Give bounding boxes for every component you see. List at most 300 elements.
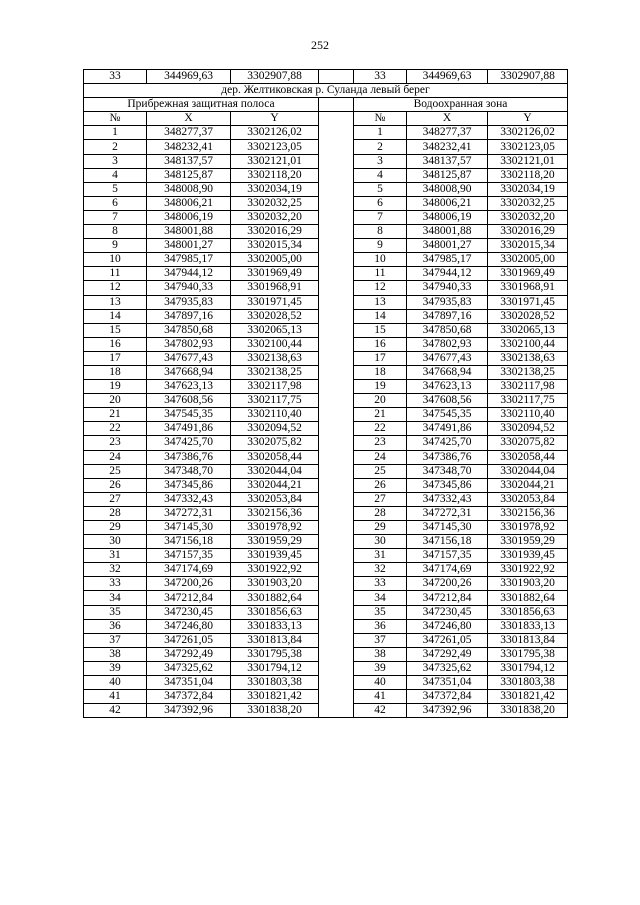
cell-n: 39 — [354, 661, 407, 675]
cell-y: 3302094,52 — [231, 422, 319, 436]
gap-cell — [319, 112, 354, 126]
cell-x: 347145,30 — [147, 521, 231, 535]
cell-n: 30 — [354, 535, 407, 549]
cell-n: 22 — [84, 422, 147, 436]
gap-cell — [319, 605, 354, 619]
cell-y: 3301838,20 — [231, 704, 319, 718]
cell-y: 3302126,02 — [488, 126, 568, 140]
cell-x: 347372,84 — [407, 690, 488, 704]
cell-y: 3302138,63 — [488, 351, 568, 365]
cell-x: 347802,93 — [407, 337, 488, 351]
cell-y: 3302138,25 — [488, 365, 568, 379]
gap-cell — [319, 126, 354, 140]
cell-n: 12 — [354, 281, 407, 295]
cell-n: 39 — [84, 661, 147, 675]
cell-x: 347491,86 — [407, 422, 488, 436]
table-row — [84, 464, 568, 478]
cell-n: 37 — [84, 633, 147, 647]
cell-x: 347212,84 — [147, 591, 231, 605]
cell-y: 3302016,29 — [231, 225, 319, 239]
cell-x: 347985,17 — [407, 253, 488, 267]
cell-y: 3302058,44 — [488, 450, 568, 464]
cell-y: 3301959,29 — [488, 535, 568, 549]
table-row — [84, 182, 568, 196]
cell-y: 3302044,21 — [231, 478, 319, 492]
cell-n: 31 — [354, 549, 407, 563]
cell-x: 347491,86 — [147, 422, 231, 436]
cell-x: 347246,80 — [407, 619, 488, 633]
cell-n: 8 — [84, 225, 147, 239]
cell-x: 347157,35 — [147, 549, 231, 563]
header-x: X — [407, 112, 488, 126]
cell-x: 348232,41 — [407, 140, 488, 154]
cell-y: 3302110,40 — [231, 408, 319, 422]
cell-n: 2 — [84, 140, 147, 154]
table-row — [84, 394, 568, 408]
cell-y: 3302075,82 — [488, 436, 568, 450]
cell-x: 347325,62 — [147, 661, 231, 675]
table-row — [84, 196, 568, 210]
cell-y: 3302156,36 — [488, 506, 568, 520]
table-row — [84, 295, 568, 309]
cell-x: 348008,90 — [407, 182, 488, 196]
cell-n: 17 — [84, 351, 147, 365]
cell-x: 347272,31 — [147, 506, 231, 520]
cell-x: 347623,13 — [147, 380, 231, 394]
cell-x: 347332,43 — [147, 492, 231, 506]
cell-y: 3302032,25 — [231, 196, 319, 210]
cell-n: 35 — [354, 605, 407, 619]
cell-y: 3301803,38 — [231, 676, 319, 690]
gap-cell — [319, 690, 354, 704]
cell-x: 347940,33 — [147, 281, 231, 295]
cell-n: 33 — [84, 577, 147, 591]
cell-x: 348006,21 — [147, 196, 231, 210]
cell-n: 1 — [84, 126, 147, 140]
cell-x: 347348,70 — [407, 464, 488, 478]
cell-x: 347332,43 — [407, 492, 488, 506]
table-row — [84, 436, 568, 450]
cell-y: 3302075,82 — [231, 436, 319, 450]
cell-n: 6 — [84, 196, 147, 210]
cell-x: 347272,31 — [407, 506, 488, 520]
cell-y: 3302044,04 — [231, 464, 319, 478]
cell-x: 347425,70 — [147, 436, 231, 450]
gap-cell — [319, 168, 354, 182]
gap-cell — [319, 661, 354, 675]
cell-y: 3302016,29 — [488, 225, 568, 239]
cell-y: 3302117,98 — [231, 380, 319, 394]
cell-n: 25 — [354, 464, 407, 478]
cell-y: 3302032,20 — [488, 210, 568, 224]
cell-x: 347935,83 — [147, 295, 231, 309]
cell-x: 347230,45 — [407, 605, 488, 619]
gap-cell — [319, 647, 354, 661]
gap-cell — [319, 676, 354, 690]
cell-x: 347292,49 — [407, 647, 488, 661]
cell-y: 3302094,52 — [488, 422, 568, 436]
gap-cell — [319, 535, 354, 549]
cell-y: 3302053,84 — [488, 492, 568, 506]
header-n: № — [84, 112, 147, 126]
header-row — [84, 112, 568, 126]
gap-cell — [319, 380, 354, 394]
cell-y: 3302044,04 — [488, 464, 568, 478]
cell-y: 3302034,19 — [488, 182, 568, 196]
gap-cell — [319, 422, 354, 436]
cell-y: 3302110,40 — [488, 408, 568, 422]
cell-x: 347345,86 — [147, 478, 231, 492]
table-row — [84, 281, 568, 295]
table-row — [84, 337, 568, 351]
cell-y: 3301922,92 — [231, 563, 319, 577]
gap-cell — [319, 492, 354, 506]
cell-x: 347174,69 — [147, 563, 231, 577]
cell-n: 9 — [354, 239, 407, 253]
cell-n: 33 — [354, 70, 407, 84]
cell-n: 6 — [354, 196, 407, 210]
gap-cell — [319, 365, 354, 379]
cell-y: 3302117,75 — [231, 394, 319, 408]
cell-x: 347348,70 — [147, 464, 231, 478]
table-row — [84, 619, 568, 633]
cell-x: 348006,19 — [407, 210, 488, 224]
cell-y: 3302100,44 — [231, 337, 319, 351]
table-row — [84, 253, 568, 267]
cell-x: 348277,37 — [407, 126, 488, 140]
cell-n: 26 — [84, 478, 147, 492]
cell-x: 344969,63 — [407, 70, 488, 84]
coordinates-sheet — [83, 69, 588, 718]
cell-n: 36 — [84, 619, 147, 633]
cell-y: 3301971,45 — [231, 295, 319, 309]
table-row — [84, 126, 568, 140]
table-row — [84, 704, 568, 718]
cell-x: 347156,18 — [407, 535, 488, 549]
cell-y: 3302118,20 — [231, 168, 319, 182]
gap-cell — [319, 267, 354, 281]
header-y: Y — [488, 112, 568, 126]
cell-y: 3302121,01 — [231, 154, 319, 168]
cell-x: 347392,96 — [407, 704, 488, 718]
cell-y: 3302015,34 — [231, 239, 319, 253]
cell-x: 348001,88 — [407, 225, 488, 239]
cell-n: 15 — [84, 323, 147, 337]
cell-n: 27 — [84, 492, 147, 506]
cell-n: 13 — [354, 295, 407, 309]
cell-y: 3301794,12 — [488, 661, 568, 675]
cell-y: 3301821,42 — [488, 690, 568, 704]
cell-x: 347677,43 — [147, 351, 231, 365]
cell-y: 3302118,20 — [488, 168, 568, 182]
gap-cell — [319, 210, 354, 224]
table-row — [84, 422, 568, 436]
table-row — [84, 239, 568, 253]
gap-cell — [319, 394, 354, 408]
table-row — [84, 591, 568, 605]
cell-x: 347802,93 — [147, 337, 231, 351]
cell-x: 348001,27 — [147, 239, 231, 253]
gap-cell — [319, 549, 354, 563]
cell-n: 17 — [354, 351, 407, 365]
section-title: дер. Желтиковская р. Суланда левый берег — [84, 84, 568, 98]
cell-x: 347668,94 — [407, 365, 488, 379]
cell-n: 24 — [84, 450, 147, 464]
cell-x: 347623,13 — [407, 380, 488, 394]
table-row — [84, 549, 568, 563]
cell-x: 348125,87 — [147, 168, 231, 182]
cell-x: 347325,62 — [407, 661, 488, 675]
cell-x: 347200,26 — [407, 577, 488, 591]
cell-x: 347212,84 — [407, 591, 488, 605]
cell-y: 3302100,44 — [488, 337, 568, 351]
section-title-row — [84, 84, 568, 98]
cell-n: 3 — [84, 154, 147, 168]
cell-n: 40 — [354, 676, 407, 690]
cell-y: 3301795,38 — [488, 647, 568, 661]
cell-x: 347677,43 — [407, 351, 488, 365]
page-number: 252 — [311, 38, 329, 52]
cell-y: 3301795,38 — [231, 647, 319, 661]
cell-y: 3302005,00 — [231, 253, 319, 267]
gap-cell — [319, 239, 354, 253]
cell-n: 9 — [84, 239, 147, 253]
cell-x: 347850,68 — [147, 323, 231, 337]
previous-section-row — [84, 70, 568, 84]
cell-y: 3301882,64 — [231, 591, 319, 605]
cell-n: 22 — [354, 422, 407, 436]
table-row — [84, 506, 568, 520]
cell-x: 348137,57 — [407, 154, 488, 168]
cell-x: 347425,70 — [407, 436, 488, 450]
cell-y: 3302044,21 — [488, 478, 568, 492]
gap-cell — [319, 633, 354, 647]
cell-y: 3302032,20 — [231, 210, 319, 224]
cell-y: 3302907,88 — [488, 70, 568, 84]
cell-n: 40 — [84, 676, 147, 690]
cell-y: 3301971,45 — [488, 295, 568, 309]
cell-n: 23 — [84, 436, 147, 450]
cell-x: 347940,33 — [407, 281, 488, 295]
cell-n: 32 — [354, 563, 407, 577]
cell-x: 344969,63 — [147, 70, 231, 84]
cell-x: 347292,49 — [147, 647, 231, 661]
table-row — [84, 225, 568, 239]
header-x: X — [147, 112, 231, 126]
cell-y: 3301803,38 — [488, 676, 568, 690]
right-subsection-title: Водоохранная зона — [354, 98, 568, 112]
table-row — [84, 633, 568, 647]
cell-x: 347157,35 — [407, 549, 488, 563]
gap-cell — [319, 577, 354, 591]
cell-n: 27 — [354, 492, 407, 506]
cell-x: 348001,88 — [147, 225, 231, 239]
gap-cell — [319, 281, 354, 295]
cell-n: 29 — [84, 521, 147, 535]
cell-n: 36 — [354, 619, 407, 633]
cell-n: 19 — [84, 380, 147, 394]
cell-x: 347897,16 — [147, 309, 231, 323]
cell-y: 3301856,63 — [231, 605, 319, 619]
gap-cell — [319, 196, 354, 210]
gap-cell — [319, 563, 354, 577]
cell-y: 3302126,02 — [231, 126, 319, 140]
cell-y: 3302065,13 — [231, 323, 319, 337]
cell-x: 347850,68 — [407, 323, 488, 337]
cell-n: 38 — [84, 647, 147, 661]
cell-y: 3301978,92 — [231, 521, 319, 535]
cell-x: 347246,80 — [147, 619, 231, 633]
gap-cell — [319, 506, 354, 520]
cell-y: 3301922,92 — [488, 563, 568, 577]
cell-n: 34 — [354, 591, 407, 605]
cell-n: 34 — [84, 591, 147, 605]
cell-n: 1 — [354, 126, 407, 140]
cell-y: 3302138,63 — [231, 351, 319, 365]
cell-x: 347345,86 — [407, 478, 488, 492]
cell-y: 3302156,36 — [231, 506, 319, 520]
table-row — [84, 365, 568, 379]
cell-y: 3301968,91 — [488, 281, 568, 295]
cell-n: 41 — [354, 690, 407, 704]
gap-cell — [319, 98, 354, 112]
table-row — [84, 492, 568, 506]
cell-x: 347351,04 — [407, 676, 488, 690]
cell-y: 3301882,64 — [488, 591, 568, 605]
cell-y: 3301833,13 — [488, 619, 568, 633]
cell-y: 3302005,00 — [488, 253, 568, 267]
cell-n: 5 — [84, 182, 147, 196]
cell-y: 3302907,88 — [231, 70, 319, 84]
cell-n: 16 — [354, 337, 407, 351]
table-row — [84, 323, 568, 337]
table-row — [84, 661, 568, 675]
cell-n: 20 — [354, 394, 407, 408]
cell-x: 347386,76 — [407, 450, 488, 464]
cell-y: 3301939,45 — [231, 549, 319, 563]
table-row — [84, 267, 568, 281]
gap-cell — [319, 704, 354, 718]
cell-n: 7 — [84, 210, 147, 224]
cell-y: 3302138,25 — [231, 365, 319, 379]
gap-cell — [319, 464, 354, 478]
gap-cell — [319, 450, 354, 464]
table-row — [84, 309, 568, 323]
gap-cell — [319, 323, 354, 337]
coordinates-table — [83, 69, 568, 718]
cell-n: 18 — [354, 365, 407, 379]
gap-cell — [319, 337, 354, 351]
cell-x: 347935,83 — [407, 295, 488, 309]
cell-n: 19 — [354, 380, 407, 394]
gap-cell — [319, 253, 354, 267]
cell-n: 29 — [354, 521, 407, 535]
cell-y: 3302117,98 — [488, 380, 568, 394]
cell-n: 7 — [354, 210, 407, 224]
cell-y: 3301794,12 — [231, 661, 319, 675]
cell-y: 3302028,52 — [231, 309, 319, 323]
cell-n: 12 — [84, 281, 147, 295]
cell-n: 10 — [84, 253, 147, 267]
cell-y: 3302123,05 — [488, 140, 568, 154]
table-row — [84, 605, 568, 619]
cell-n: 21 — [354, 408, 407, 422]
cell-n: 35 — [84, 605, 147, 619]
cell-y: 3301813,84 — [231, 633, 319, 647]
cell-y: 3301978,92 — [488, 521, 568, 535]
cell-y: 3301903,20 — [231, 577, 319, 591]
cell-y: 3302123,05 — [231, 140, 319, 154]
table-row — [84, 168, 568, 182]
cell-n: 10 — [354, 253, 407, 267]
table-row — [84, 535, 568, 549]
cell-n: 14 — [84, 309, 147, 323]
cell-x: 347351,04 — [147, 676, 231, 690]
cell-x: 347261,05 — [147, 633, 231, 647]
gap-cell — [319, 309, 354, 323]
cell-x: 348125,87 — [407, 168, 488, 182]
cell-n: 4 — [354, 168, 407, 182]
left-subsection-title: Прибрежная защитная полоса — [84, 98, 319, 112]
gap-cell — [319, 521, 354, 535]
cell-n: 8 — [354, 225, 407, 239]
cell-n: 2 — [354, 140, 407, 154]
cell-y: 3301939,45 — [488, 549, 568, 563]
cell-x: 348277,37 — [147, 126, 231, 140]
table-row — [84, 676, 568, 690]
cell-n: 25 — [84, 464, 147, 478]
gap-cell — [319, 154, 354, 168]
gap-cell — [319, 591, 354, 605]
cell-n: 14 — [354, 309, 407, 323]
gap-cell — [319, 478, 354, 492]
cell-x: 348137,57 — [147, 154, 231, 168]
cell-x: 348001,27 — [407, 239, 488, 253]
cell-x: 347200,26 — [147, 577, 231, 591]
cell-n: 38 — [354, 647, 407, 661]
cell-y: 3302015,34 — [488, 239, 568, 253]
cell-n: 28 — [84, 506, 147, 520]
cell-x: 348008,90 — [147, 182, 231, 196]
cell-x: 347156,18 — [147, 535, 231, 549]
cell-x: 348006,21 — [407, 196, 488, 210]
cell-x: 347392,96 — [147, 704, 231, 718]
table-row — [84, 380, 568, 394]
cell-y: 3302058,44 — [231, 450, 319, 464]
cell-n: 5 — [354, 182, 407, 196]
cell-n: 15 — [354, 323, 407, 337]
cell-x: 347230,45 — [147, 605, 231, 619]
cell-n: 31 — [84, 549, 147, 563]
gap-cell — [319, 140, 354, 154]
table-row — [84, 351, 568, 365]
cell-y: 3302034,19 — [231, 182, 319, 196]
cell-y: 3302028,52 — [488, 309, 568, 323]
cell-x: 347145,30 — [407, 521, 488, 535]
gap-cell — [319, 351, 354, 365]
header-y: Y — [231, 112, 319, 126]
table-row — [84, 210, 568, 224]
table-row — [84, 521, 568, 535]
cell-y: 3301959,29 — [231, 535, 319, 549]
cell-y: 3301969,49 — [231, 267, 319, 281]
cell-y: 3301813,84 — [488, 633, 568, 647]
cell-x: 347372,84 — [147, 690, 231, 704]
cell-n: 33 — [84, 70, 147, 84]
cell-y: 3302032,25 — [488, 196, 568, 210]
cell-y: 3302065,13 — [488, 323, 568, 337]
cell-x: 347386,76 — [147, 450, 231, 464]
